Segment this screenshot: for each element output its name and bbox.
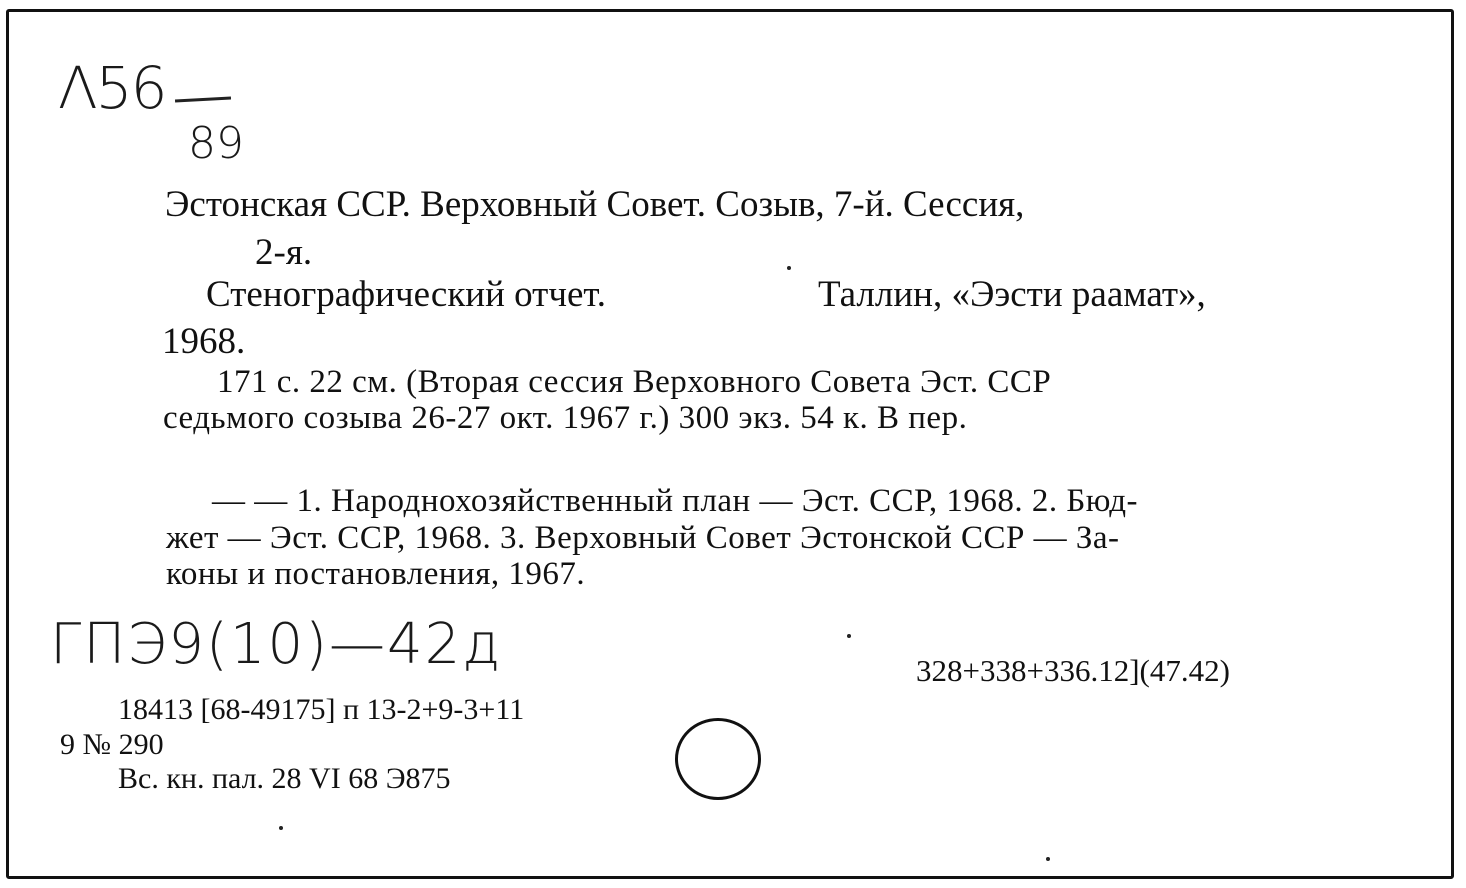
classification-handwritten: ГПЭ9(10)—42д [50, 612, 503, 677]
entry-imprint: Таллин, «Ээсти раамат», [818, 274, 1206, 315]
printing-line1: 18413 [68-49175] п 13-2+9-3+11 [118, 693, 525, 726]
speck [279, 826, 283, 830]
entry-title: Стенографический отчет. [206, 274, 607, 315]
entry-year: 1968. [162, 321, 246, 362]
shelf-mark-bottom: 89 [188, 118, 244, 169]
collation-line1: 171 с. 22 см. (Вторая сессия Верховного Совета Эст. ССР [217, 364, 1052, 400]
subjects-line1: — — 1. Народнохозяйственный план — Эст. ССР, 1968. 2. Бюд- [212, 483, 1139, 519]
speck [847, 634, 851, 638]
udc-code: 328+338+336.12](47.42) [916, 653, 1230, 688]
printing-line3: Вс. кн. пал. 28 VI 68 Э875 [118, 762, 451, 795]
entry-heading-line2: 2-я. [255, 232, 313, 273]
speck [1046, 857, 1050, 861]
speck [787, 266, 791, 270]
stamp-circle [675, 718, 761, 800]
shelf-mark-top: Λ56 [58, 54, 166, 122]
collation-line2: седьмого созыва 26-27 окт. 1967 г.) 300 экз. 54 к. В пер. [163, 400, 968, 436]
entry-heading-line1: Эстонская ССР. Верховный Совет. Созыв, 7-й. Сессия, [165, 184, 1025, 225]
subjects-line2: жет — Эст. ССР, 1968. 3. Верховный Совет Эстонской ССР — За- [166, 520, 1120, 556]
printing-line2: 9 № 290 [60, 728, 164, 761]
subjects-line3: коны и постановления, 1967. [166, 556, 586, 592]
